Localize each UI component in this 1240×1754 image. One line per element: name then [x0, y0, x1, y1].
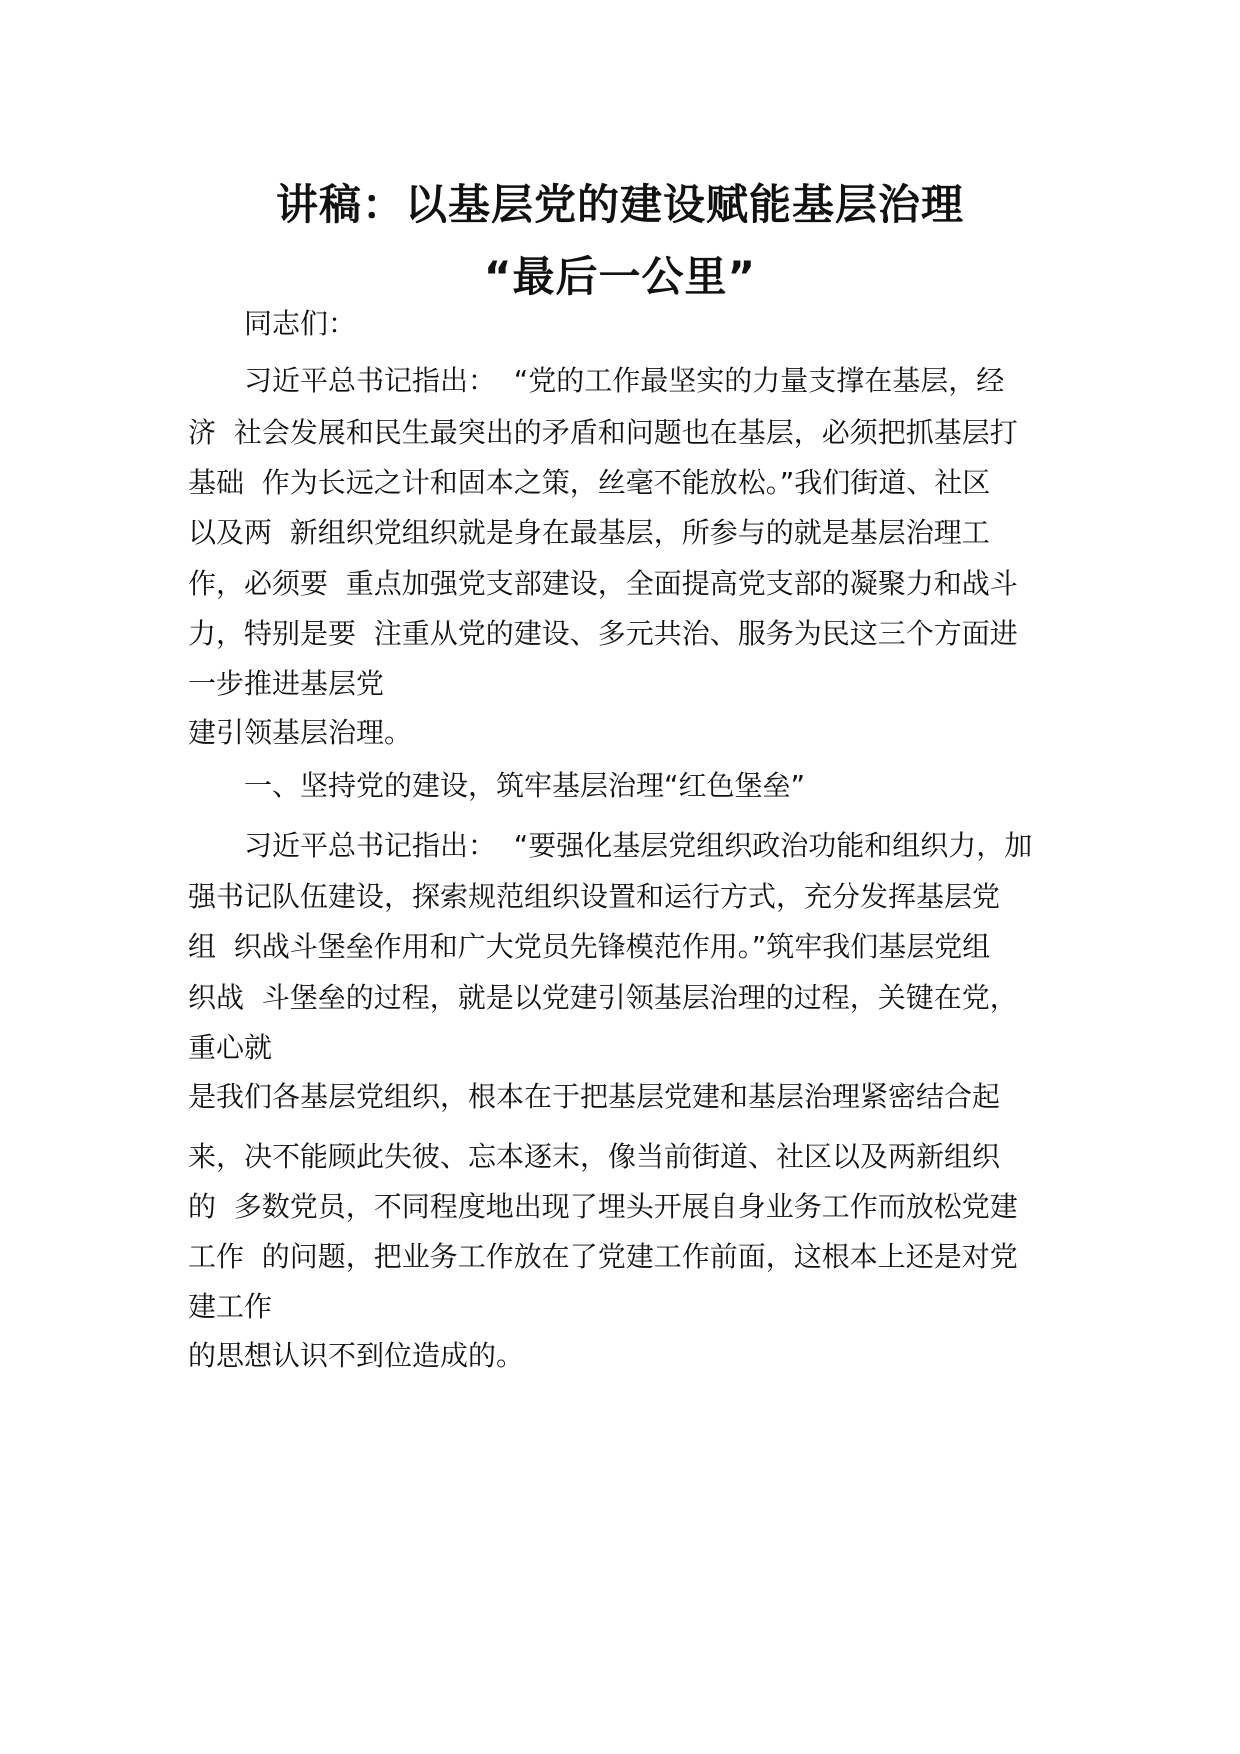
body-line: 强书记队伍建设，探索规范组织设置和运行方式，充分发挥基层党 [188, 880, 1001, 913]
body-line: 工作 的问题，把业务工作放在了党建工作前面，这根本上还是对党 [188, 1240, 1018, 1273]
body-line: 济 社会发展和民生最突出的矛盾和问题也在基层，必须把抓基层打 [188, 416, 1018, 449]
section-heading: 一、坚持党的建设，筑牢基层治理“红色堡垒” [244, 769, 806, 802]
salutation: 同志们： [244, 307, 357, 340]
body-line: 建工作 [188, 1290, 273, 1323]
body-line: 的 多数党员，不同程度地出现了埋头开展自身业务工作而放松党建 [188, 1190, 1018, 1223]
body-line: 织战 斗堡垒的过程，就是以党建引领基层治理的过程，关键在党， [188, 981, 1018, 1014]
body-line: 来，决不能顾此失彼、忘本逐末，像当前街道、社区以及两新组织 [188, 1140, 1001, 1173]
document-title-line-2: “最后一公里” [483, 252, 757, 301]
body-line: 习近平总书记指出： “党的工作最坚实的力量支撑在基层，经 [244, 364, 1005, 397]
body-line: 的思想认识不到位造成的。 [188, 1339, 525, 1372]
body-line: 习近平总书记指出： “要强化基层党组织政治功能和组织力，加 [244, 829, 1033, 862]
body-line: 力，特别是要 注重从党的建设、多元共治、服务为民这三个方面进 [188, 617, 1018, 650]
body-line: 是我们各基层党组织，根本在于把基层党建和基层治理紧密结合起 [188, 1080, 1001, 1113]
body-line: 以及两 新组织党组织就是身在最基层，所参与的就是基层治理工 [188, 516, 990, 549]
body-line: 作，必须要 重点加强党支部建设，全面提高党支部的凝聚力和战斗 [188, 567, 1018, 600]
body-line: 基础 作为长远之计和固本之策，丝毫不能放松。”我们街道、社区 [188, 466, 991, 499]
body-line: 一步推进基层党 [188, 667, 385, 700]
body-line: 重心就 [188, 1031, 273, 1064]
document-title-line-1: 讲稿：以基层党的建设赋能基层治理 [275, 180, 964, 229]
body-line: 组 织战斗堡垒作用和广大党员先锋模范作用。”筑牢我们基层党组 [188, 930, 991, 963]
body-line: 建引领基层治理。 [188, 716, 413, 749]
